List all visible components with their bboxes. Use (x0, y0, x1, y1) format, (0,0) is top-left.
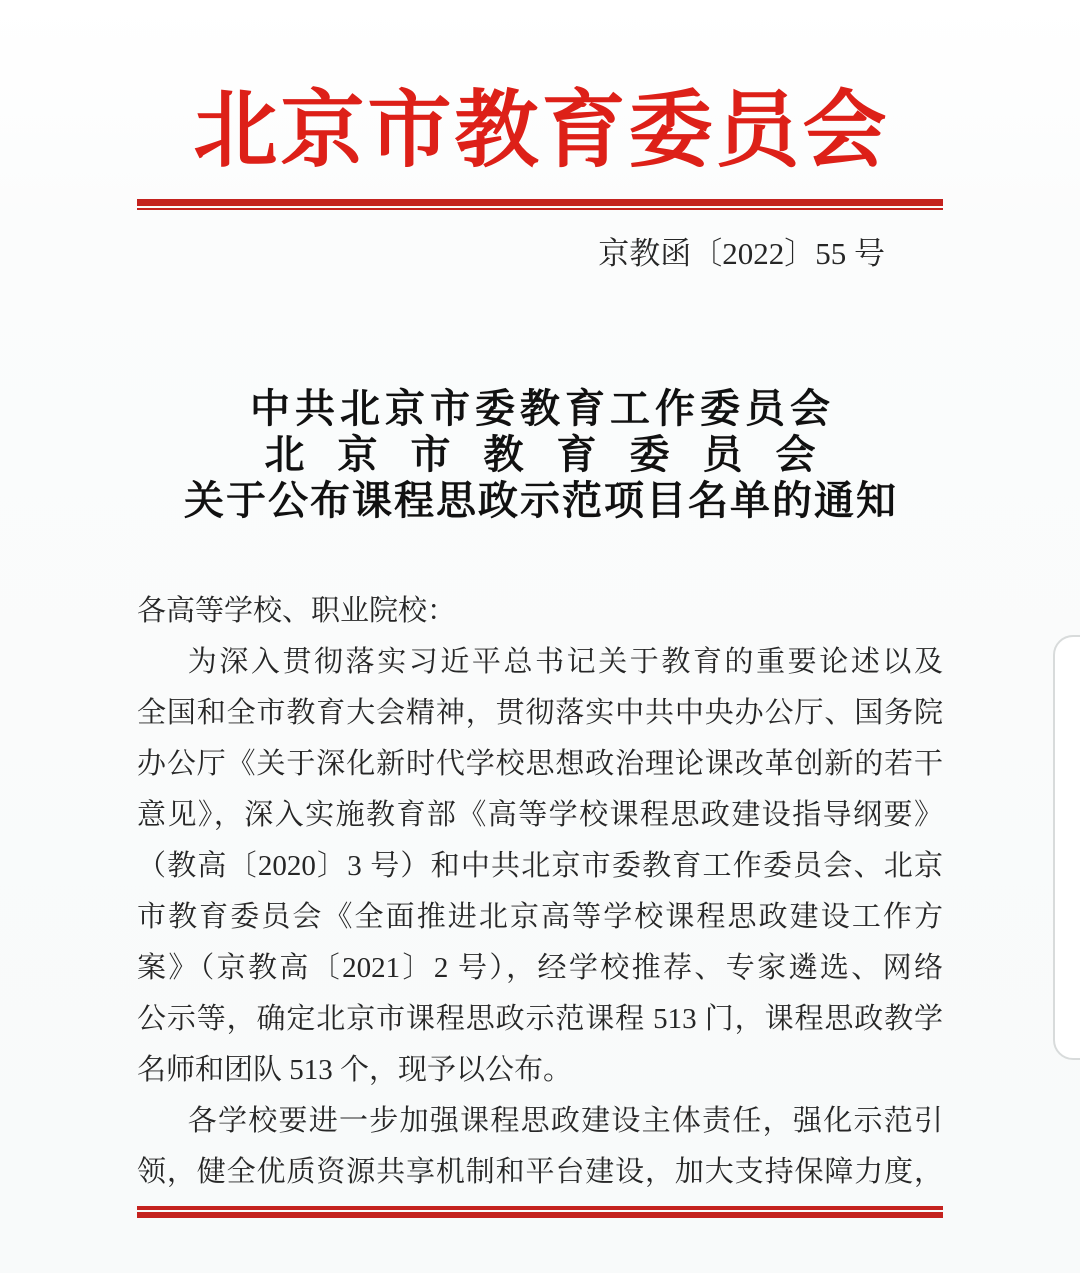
document-title (0, 386, 1080, 524)
document-number: 京教函〔2022〕55 号 (598, 236, 885, 271)
title-line-issuer-1: 中共北京市委教育工作委员会 (250, 386, 835, 431)
body-line: 案》（京教高〔2021〕2 号），经学校推荐、专家遴选、网络 (137, 952, 943, 984)
body-line: 市教育委员会《全面推进北京高等学校课程思政建设工作方 (137, 901, 943, 933)
red-rule-bottom (137, 1206, 943, 1218)
salutation: 各高等学校、职业院校： (137, 595, 457, 627)
body-line: 各学校要进一步加强课程思政建设主体责任，强化示范引 (187, 1105, 943, 1137)
body-line: 领，健全优质资源共享机制和平台建设，加大支持保障力度， (137, 1156, 943, 1188)
body-line: （教高〔2020〕3 号）和中共北京市委教育工作委员会、北京 (137, 850, 943, 882)
body-line: 公示等，确定北京市课程思政示范课程 513 门，课程思政教学 (137, 1003, 943, 1035)
red-rule-bottom-thick (137, 1212, 943, 1218)
body-line: 办公厅《关于深化新时代学校思想政治理论课改革创新的若干 (137, 748, 943, 780)
red-rule-top-thin (137, 208, 943, 210)
agency-name: 北京市教育委员会 (193, 85, 890, 178)
red-rule-top-thick (137, 199, 943, 206)
body-line: 名师和团队 513 个，现予以公布。 (137, 1054, 573, 1086)
scrollbar-thumb[interactable] (1053, 635, 1080, 1060)
title-line-subject: 关于公布课程思政示范项目名单的通知 (184, 478, 898, 523)
body-line: 意见》，深入实施教育部《高等学校课程思政建设指导纲要》 (137, 799, 943, 831)
document-body (137, 586, 943, 1198)
red-rule-top (137, 199, 943, 210)
body-line: 全国和全市教育大会精神，贯彻落实中共中央办公厅、国务院 (137, 697, 943, 729)
body-line: 为深入贯彻落实习近平总书记关于教育的重要论述以及 (187, 646, 943, 678)
title-line-issuer-2: 北京市教育委员会 (264, 432, 849, 477)
